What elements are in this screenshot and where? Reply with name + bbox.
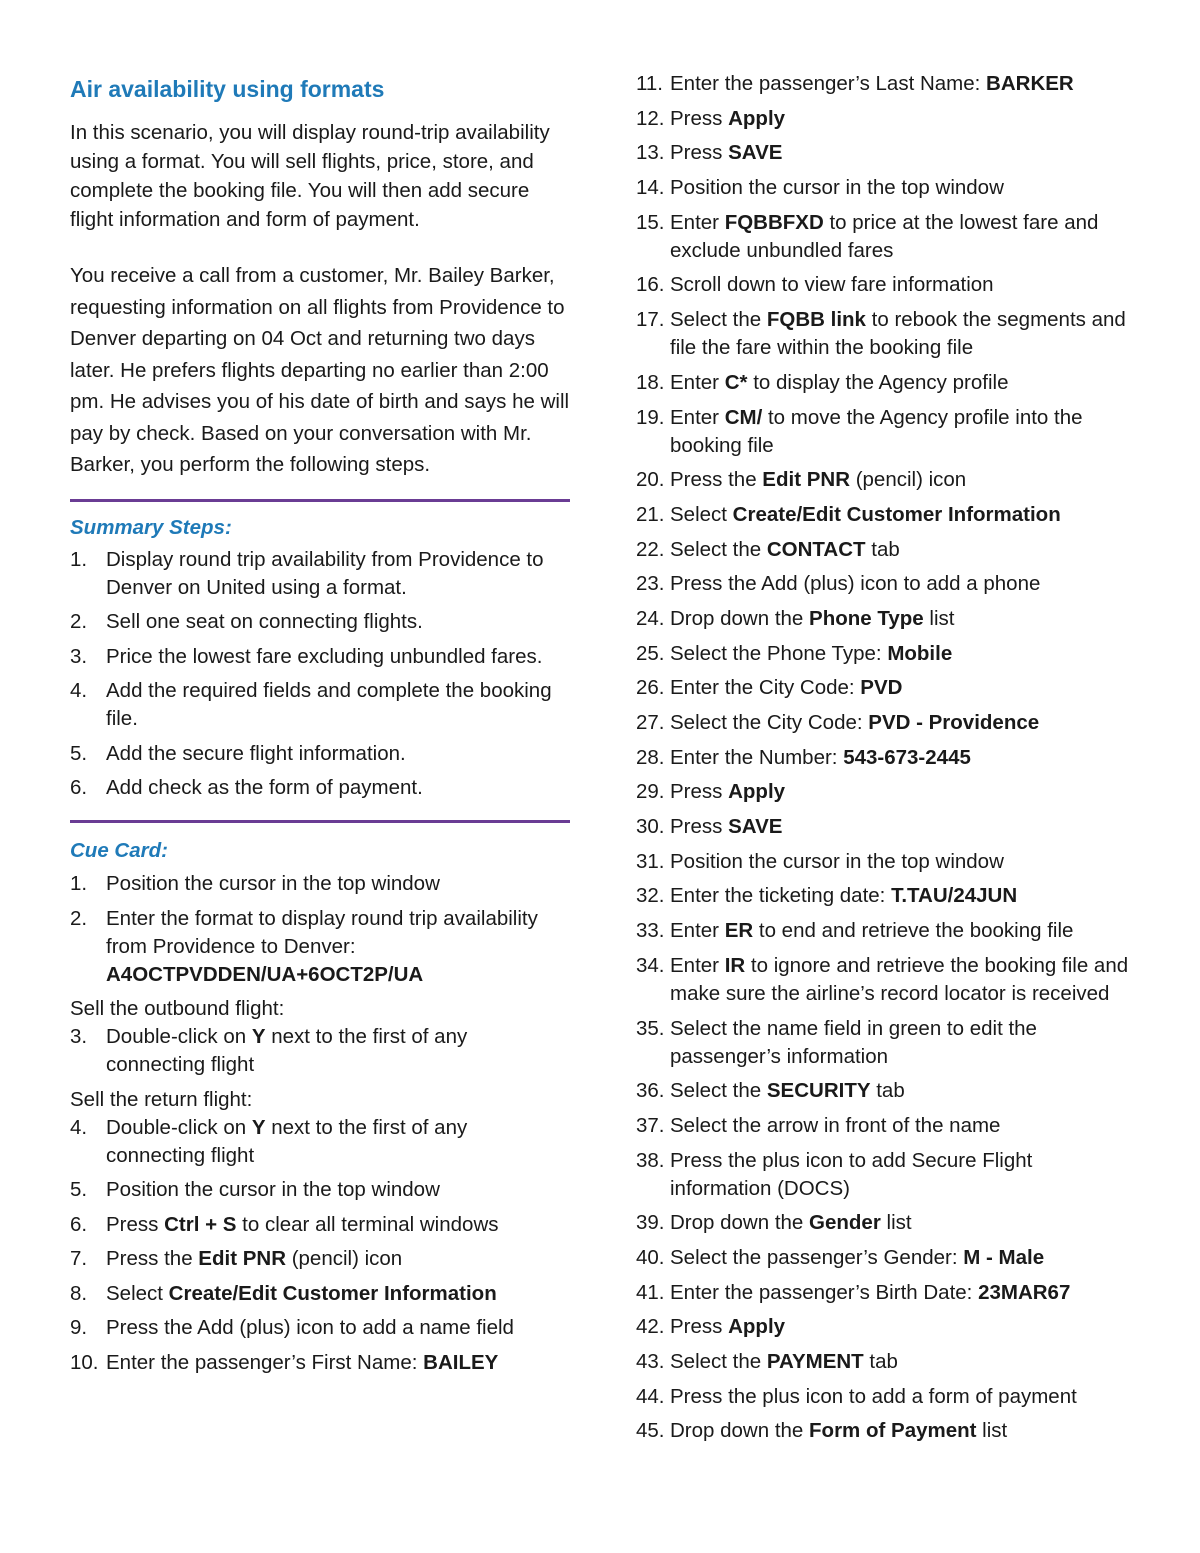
cue-step: 20. Press the Edit PNR (pencil) icon xyxy=(636,468,967,492)
subheading-outbound: Sell the outbound flight: xyxy=(70,997,285,1020)
cue-step: 36. Select the SECURITY tab xyxy=(636,1079,905,1103)
cue-step: 9. Press the Add (plus) icon to add a name field xyxy=(70,1316,514,1339)
cue-step: 4. Double-click on Y next to the first of any connecting flight xyxy=(70,1115,468,1167)
section-divider xyxy=(70,499,570,502)
summary-item: 2. Sell one seat on connecting flights. xyxy=(70,610,423,633)
cue-step: 22. Select the CONTACT tab xyxy=(636,537,900,561)
summary-item: 4. Add the required fields and complete the booking file. xyxy=(70,679,552,730)
summary-item: 5. Add the secure flight information. xyxy=(70,741,406,765)
summary-heading: Summary Steps: xyxy=(70,515,232,539)
cue-step: 13. Press SAVE xyxy=(636,141,783,165)
cue-step: 23. Press the Add (plus) icon to add a phone xyxy=(636,572,1041,596)
right-column xyxy=(636,70,1136,1452)
cue-step: 24. Drop down the Phone Type list xyxy=(636,606,955,630)
subheading-return: Sell the return flight: xyxy=(70,1087,253,1111)
cue-step: 16. Scroll down to view fare information xyxy=(636,273,994,297)
cue-card-list xyxy=(70,870,570,1377)
cue-step: 29. Press Apply xyxy=(636,780,786,804)
cue-step: 3. Double-click on Y next to the first of any connecting flight xyxy=(70,1025,468,1076)
summary-item: 3. Price the lowest fare excluding unbundled fares. xyxy=(70,644,543,668)
cue-step: 6. Press Ctrl + S to clear all terminal windows xyxy=(70,1212,499,1236)
section-divider xyxy=(70,820,570,823)
cue-step: 35. Select the name field in green to edit the passenger’s information xyxy=(636,1016,1037,1068)
cue-step: 33. Enter ER to end and retrieve the booking file xyxy=(636,919,1074,943)
cue-step: 26. Enter the City Code: PVD xyxy=(636,676,903,700)
cue-step: 14. Position the cursor in the top window xyxy=(636,176,1004,200)
cue-step: 30. Press SAVE xyxy=(636,815,783,839)
intro-paragraph-2: You receive a call from a customer, Mr. Bailey Barker, requesting information on all flights from Providence to Denver departing on 04 Oct and returning two days later. He prefers flights departing no earlier than 2:00 pm. He advises you of his date of birth and says he will pay by check. Based on your conversation with Mr. Barker, you perform the following steps. xyxy=(70,264,570,476)
cue-step: 45. Drop down the Form of Payment list xyxy=(636,1419,1008,1443)
cue-step: 19. Enter CM/ to move the Agency profile into the booking file xyxy=(636,405,1083,457)
cue-step: 18. Enter C* to display the Agency profile xyxy=(636,370,1009,394)
cue-step: 10. Enter the passenger’s First Name: BAILEY xyxy=(70,1350,499,1374)
cue-step: 2. Enter the format to display round trip availability from Providence to Denver: A4OCTPVDDEN/UA+6OCT2P/UA xyxy=(70,906,538,986)
cue-step: 37. Select the arrow in front of the name xyxy=(636,1113,1001,1137)
summary-list xyxy=(70,546,570,803)
summary-item: 1. Display round trip availability from Providence to Denver on United using a format. xyxy=(70,547,544,599)
cue-step: 15. Enter FQBBFXD to price at the lowest fare and exclude unbundled fares xyxy=(636,210,1099,262)
cue-step: 28. Enter the Number: 543-673-2445 xyxy=(636,745,971,769)
cue-step: 12. Press Apply xyxy=(636,106,786,130)
cue-step: 8. Select Create/Edit Customer Information xyxy=(70,1281,497,1305)
cue-step: 41. Enter the passenger’s Birth Date: 23MAR67 xyxy=(636,1280,1071,1304)
cue-step: 42. Press Apply xyxy=(636,1315,786,1339)
cue-step: 38. Press the plus icon to add Secure Flight information (DOCS) xyxy=(636,1148,1033,1200)
cue-step: 21. Select Create/Edit Customer Information xyxy=(636,502,1061,526)
cue-step: 34. Enter IR to ignore and retrieve the booking file and make sure the airline’s record locator is received xyxy=(636,953,1129,1005)
intro-paragraph-1: In this scenario, you will display round-trip availability using a format. You will sell flights, price, store, and complete the booking file. You will then add secure flight information and form of payment. xyxy=(70,121,550,231)
cue-step: 5. Position the cursor in the top window xyxy=(70,1178,440,1201)
cue-step: 31. Position the cursor in the top window xyxy=(636,849,1004,873)
format-code: A4OCTPVDDEN/UA+6OCT2P/UA xyxy=(106,962,424,986)
summary-item: 6. Add check as the form of payment. xyxy=(70,776,423,799)
left-column xyxy=(70,74,570,1377)
document-title: Air availability using formats xyxy=(70,76,385,102)
cue-step: 1. Position the cursor in the top window xyxy=(70,872,440,895)
cue-step: 27. Select the City Code: PVD - Providence xyxy=(636,711,1040,734)
cue-step: 32. Enter the ticketing date: T.TAU/24JUN xyxy=(636,884,1018,908)
cue-step: 43. Select the PAYMENT tab xyxy=(636,1350,898,1373)
cue-step: 39. Drop down the Gender list xyxy=(636,1211,912,1235)
cue-step: 40. Select the passenger’s Gender: M - Male xyxy=(636,1245,1045,1269)
cue-step: 25. Select the Phone Type: Mobile xyxy=(636,641,953,665)
cue-card-heading: Cue Card: xyxy=(70,839,168,862)
cue-step: 44. Press the plus icon to add a form of payment xyxy=(636,1384,1077,1408)
cue-step: 11. Enter the passenger’s Last Name: BARKER xyxy=(636,72,1074,95)
cue-step: 17. Select the FQBB link to rebook the segments and file the fare within the booking file xyxy=(636,308,1126,360)
cue-step: 7. Press the Edit PNR (pencil) icon xyxy=(70,1247,403,1270)
